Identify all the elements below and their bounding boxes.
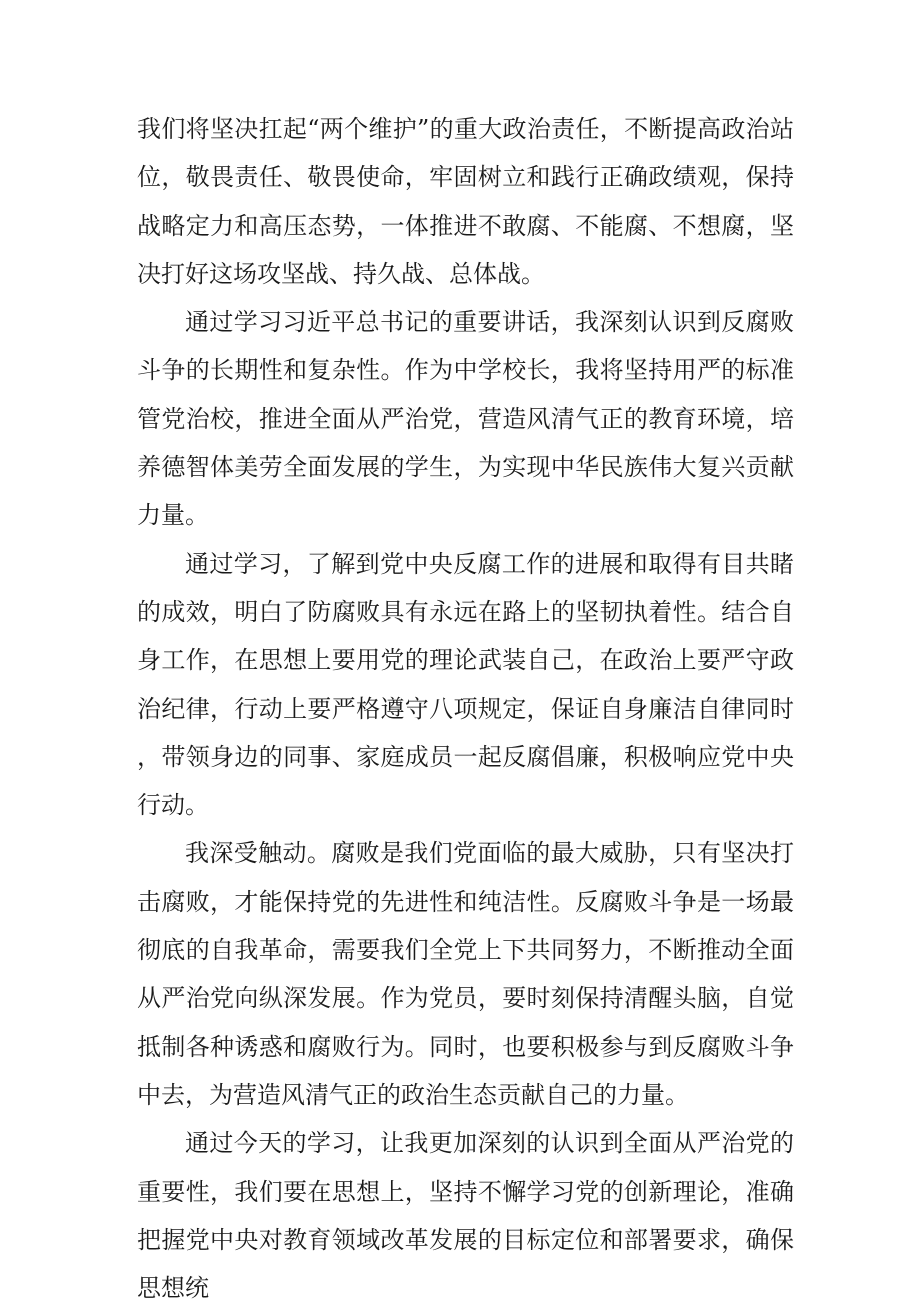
paragraph-4: 我深受触动。腐败是我们党面临的最大威胁，只有坚决打击腐败，才能保持党的先进性和纯洁性。反腐败斗争是一场最彻底的自我革命，需要我们全党上下共同努力，不断推动全面从严治党向纵深发展。作为党员，要时刻保持清醒头脑，自觉抵制各种诱惑和腐败行为。同时，也要积极参与到反腐败斗争中去，为营造风清气正的政治生态贡献自己的力量。: [137, 839, 794, 1109]
document-body: [137, 105, 794, 1312]
paragraph-2: 通过学习习近平总书记的重要讲话，我深刻认识到反腐败斗争的长期性和复杂性。作为中学校长，我将坚持用严的标准管党治校，推进全面从严治党，营造风清气正的教育环境，培养德智体美劳全面发展的学生，为实现中华民族伟大复兴贡献力量。: [137, 308, 794, 530]
paragraph-1: 我们将坚决扛起“两个维护”的重大政治责任，不断提高政治站位，敬畏责任、敬畏使命，牢固树立和践行正确政绩观，保持战略定力和高压态势，一体推进不敢腐、不能腐、不想腐，坚决打好这场攻坚战、持久战、总体战。: [137, 115, 794, 288]
paragraph-5: 通过今天的学习，让我更加深刻的认识到全面从严治党的重要性，我们要在思想上，坚持不懈学习党的创新理论，准确把握党中央对教育领域改革发展的目标定位和部署要求，确保思想统: [137, 1129, 794, 1303]
paragraph-3: 通过学习，了解到党中央反腐工作的进展和取得有目共睹的成效，明白了防腐败具有永远在路上的坚韧执着性。结合自身工作，在思想上要用党的理论武装自己，在政治上要严守政治纪律，行动上要严格遵守八项规定，保证自身廉洁自律同时，带领身边的同事、家庭成员一起反腐倡廉，积极响应党中央行动。: [137, 549, 794, 820]
